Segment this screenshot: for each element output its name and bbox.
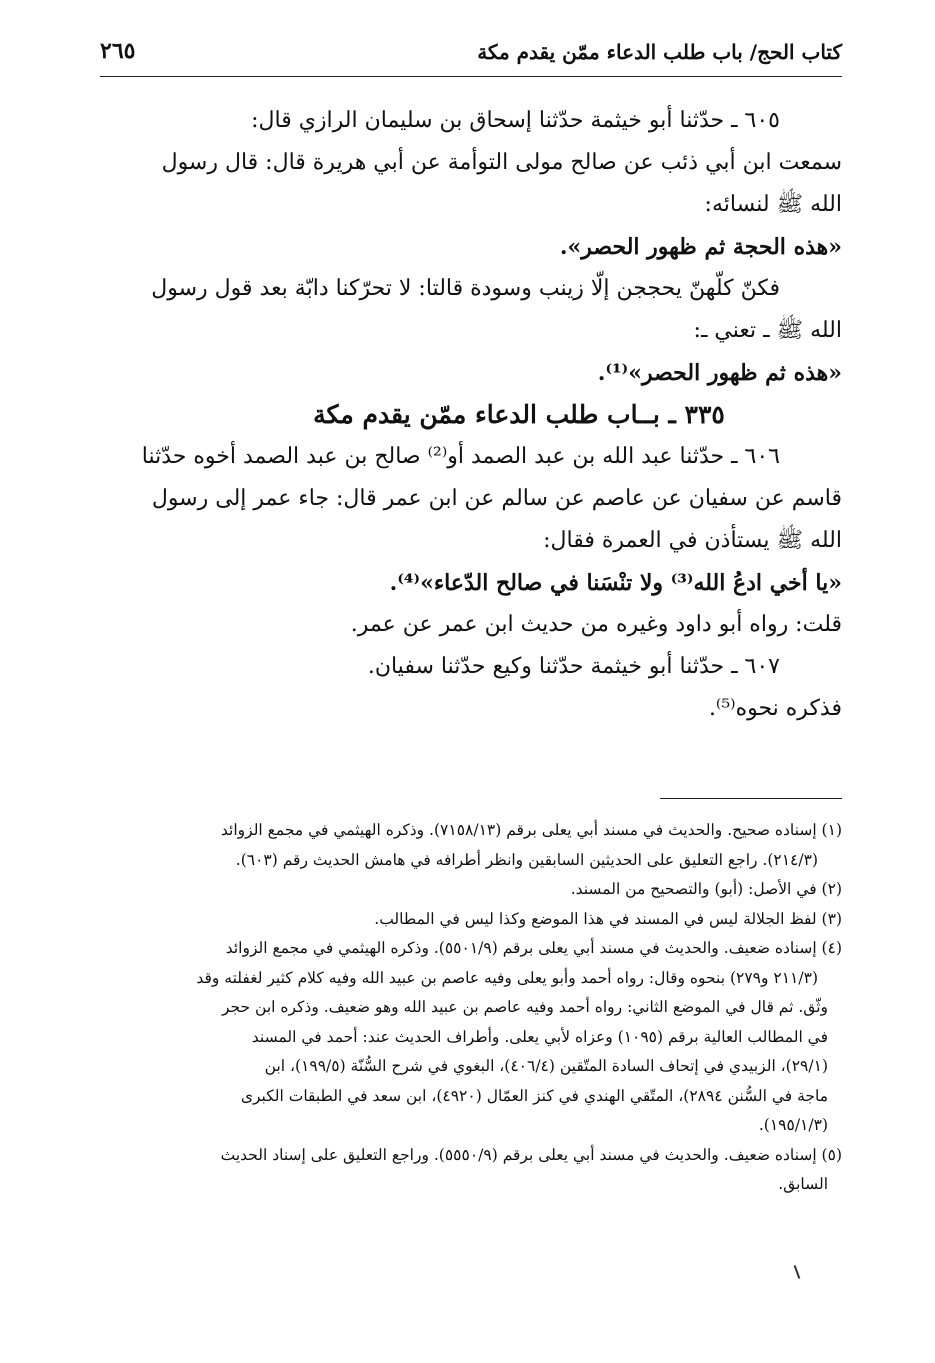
main-text	[96, 100, 842, 730]
footnote-line: (٢١٤/٣). راجع التعليق على الحديثين السابقين وانظر أطرافه في هامش الحديث رقم (٦٠٣).	[235, 850, 818, 869]
footnote-line: ماجة في السُّنن ٢٨٩٤)، المتّقي الهندي في كنز العمّال (٤٩٢٠)، ابن سعد في الطبقات الكبرى	[240, 1086, 828, 1105]
footnote-line: السابق.	[778, 1175, 828, 1193]
chapter-heading: ٣٣٥ ـ بــاب طلب الدعاء ممّن يقدم مكة	[313, 400, 725, 429]
hadith-606-line-2: قاسم عن سفيان عن عاصم عن سالم عن ابن عمر قال: جاء عمر إلى رسول	[151, 486, 842, 511]
footnote-line: (٢) في الأصل: (أبو) والتصحيح من المسند.	[570, 880, 842, 898]
page-number: ٢٦٥	[100, 38, 136, 64]
footnote-5	[96, 1141, 842, 1200]
page-header	[100, 30, 842, 77]
footnote-3	[96, 905, 842, 935]
footnote-separator	[660, 798, 842, 799]
hadith-605-line-5: الله ﷺ ـ تعني ـ:	[693, 318, 842, 343]
hadith-607-line-1: ٦٠٧ ـ حدّثنا أبو خيثمة حدّثنا وكيع حدّثنا سفيان.	[367, 654, 780, 679]
footnote-line: (١٩٥/١/٣).	[758, 1116, 828, 1134]
footnote-2	[96, 875, 842, 905]
hadith-606-line-3: الله ﷺ يستأذن في العمرة فقال:	[543, 528, 842, 553]
hadith-605-quote-2: «هذه ثم ظهور الحصر»⁽¹⁾.	[597, 360, 842, 386]
footnote-1	[96, 816, 842, 875]
footnote-line: (١) إسناده صحيح. والحديث في مسند أبي يعلى برقم (٧١٥٨/١٣). وذكره الهيثمي في مجمع الزوائد	[220, 821, 842, 839]
author-comment: قلت: رواه أبو داود وغيره من حديث ابن عمر عن عمر.	[350, 612, 842, 637]
scan-mark	[794, 1265, 801, 1279]
footnote-line: وثّق. ثم قال في الموضع الثاني: رواه أحمد وفيه عاصم بن عبيد الله وهو ضعيف. وذكره ابن حجر	[221, 998, 828, 1016]
hadith-606-line-1: ٦٠٦ ـ حدّثنا عبد الله بن عبد الصمد أو⁽²⁾ صالح بن عبد الصمد أخوه حدّثنا	[141, 444, 780, 469]
footnote-4	[96, 934, 842, 1141]
footnote-line: (٤) إسناده ضعيف. والحديث في مسند أبي يعلى برقم (٥٥٠١/٩). وذكره الهيثمي في مجمع الزوائد	[225, 939, 842, 957]
hadith-605-line-4: فكنّ كلّهنّ يحججن إلّا زينب وسودة قالتا: لا تحرّكنا دابّة بعد قول رسول	[151, 276, 780, 301]
running-title: كتاب الحج/ باب طلب الدعاء ممّن يقدم مكة	[477, 40, 842, 64]
hadith-606-quote: «يا أخي ادعُ الله⁽³⁾ ولا تنْسَنا في صالح الدّعاء»⁽⁴⁾.	[389, 570, 842, 596]
footnote-line: في المطالب العالية برقم (١٠٩٥) وعزاه لأبي يعلى. وأطراف الحديث عند: أحمد في المسند	[251, 1027, 828, 1046]
hadith-605-line-1: ٦٠٥ ـ حدّثنا أبو خيثمة حدّثنا إسحاق بن سليمان الرازي قال:	[251, 108, 780, 133]
hadith-605-line-2: سمعت ابن أبي ذئب عن صالح مولى التوأمة عن أبي هريرة قال: قال رسول	[161, 150, 842, 175]
footnote-line: (٥) إسناده ضعيف. والحديث في مسند أبي يعلى برقم (٥٥٥٠/٩). وراجع التعليق على إسناد الحديث	[220, 1145, 842, 1164]
hadith-607-line-2: فذكره نحوه⁽⁵⁾.	[708, 696, 842, 721]
hadith-605-quote-1: «هذه الحجة ثم ظهور الحصر».	[559, 234, 842, 260]
footnote-line: (٢١١/٣ و٢٧٩) بنحوه وقال: رواه أحمد وأبو يعلى وفيه عاصم بن عبيد الله وفيه كلام كثير لغفلته وقد	[196, 968, 818, 987]
footnote-line: (٢٩/١)، الزبيدي في إتحاف السادة المتّقين (٤٠٦/٤)، البغوي في شرح السُّنّة (١٩٩/٥)، ابن	[264, 1057, 828, 1075]
hadith-605-line-3: الله ﷺ لنسائه:	[704, 192, 842, 217]
footnotes	[96, 816, 842, 1200]
footnote-line: (٣) لفظ الجلالة ليس في المسند في هذا الموضع وكذا ليس في المطالب.	[374, 909, 842, 928]
